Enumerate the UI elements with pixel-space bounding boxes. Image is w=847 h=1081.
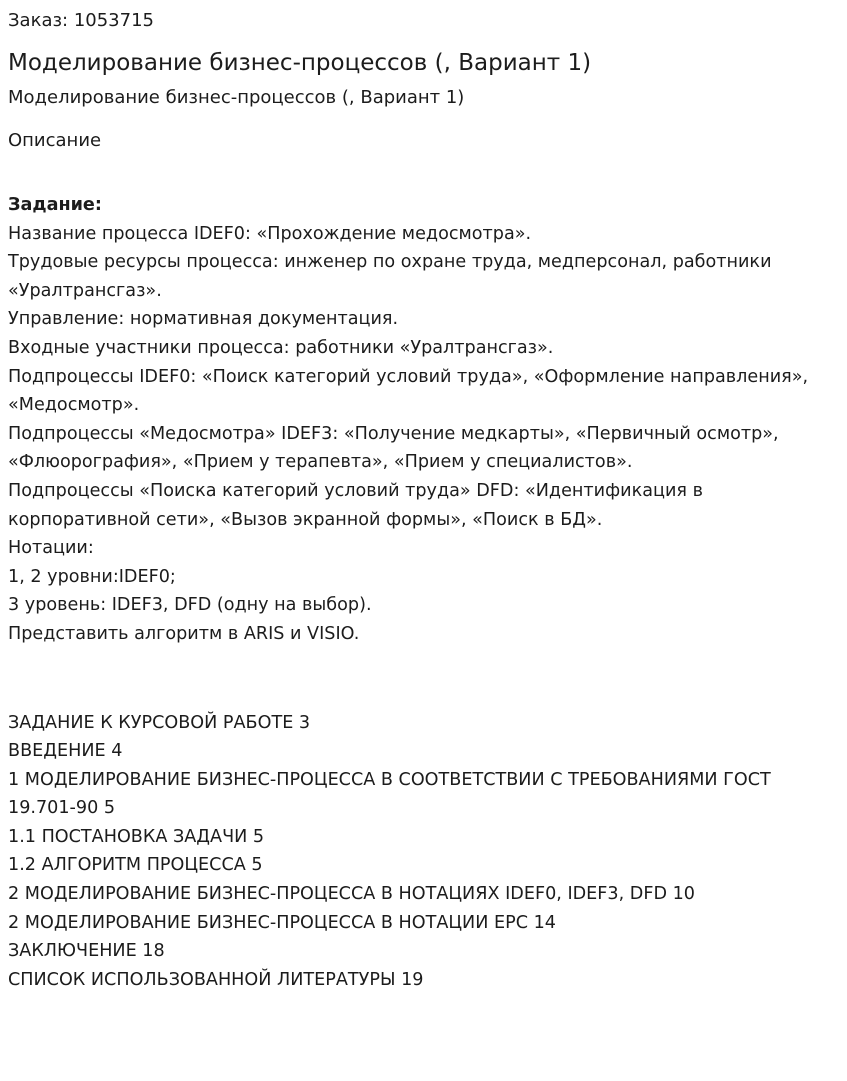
page-title: Моделирование бизнес-процессов (, Вариант 1) — [8, 50, 592, 76]
order-number: Заказ: 1053715 — [8, 10, 154, 31]
task-line: Название процесса IDEF0: «Прохождение медосмотра». — [8, 223, 532, 244]
document-page — [8, 0, 839, 994]
toc-item: 2 МОДЕЛИРОВАНИЕ БИЗНЕС-ПРОЦЕССА В НОТАЦИЯХ IDEF0, IDEF3, DFD 10 — [8, 884, 695, 905]
table-of-contents — [8, 709, 839, 995]
task-line: 1, 2 уровни:IDEF0; — [8, 566, 176, 587]
toc-item: 2 МОДЕЛИРОВАНИЕ БИЗНЕС-ПРОЦЕССА В НОТАЦИИ EPC 14 — [8, 912, 556, 933]
task-line: Подпроцессы «Медосмотра» IDEF3: «Получение медкарты», «Первичный осмотр», «Флюорография», «Прием у терапевта», «Прием у специалистов». — [8, 423, 779, 473]
toc-item: ЗАДАНИЕ К КУРСОВОЙ РАБОТЕ 3 — [8, 712, 311, 733]
task-block — [8, 191, 839, 649]
task-line: 3 уровень: IDEF3, DFD (одну на выбор). — [8, 595, 372, 616]
page-subtitle: Моделирование бизнес-процессов (, Вариант 1) — [8, 87, 465, 108]
task-label: Задание: — [8, 195, 102, 215]
toc-item: ВВЕДЕНИЕ 4 — [8, 741, 123, 762]
task-line: Трудовые ресурсы процесса: инженер по охране труда, медперсонал, работники «Уралтрансгаз». — [8, 252, 772, 301]
toc-item: 1.1 ПОСТАНОВКА ЗАДАЧИ 5 — [8, 826, 265, 847]
toc-item: ЗАКЛЮЧЕНИЕ 18 — [8, 941, 165, 962]
task-line: Представить алгоритм в ARIS и VISIO. — [8, 623, 360, 644]
toc-item: 1 МОДЕЛИРОВАНИЕ БИЗНЕС-ПРОЦЕССА В СООТВЕТСТВИИ С ТРЕБОВАНИЯМИ ГОСТ 19.701-90 5 — [8, 769, 771, 819]
task-line: Подпроцессы IDEF0: «Поиск категорий условий труда», «Оформление направления», «Медосмотр». — [8, 366, 809, 416]
toc-item: СПИСОК ИСПОЛЬЗОВАННОЙ ЛИТЕРАТУРЫ 19 — [8, 969, 424, 990]
task-line: Управление: нормативная документация. — [8, 309, 399, 330]
task-line: Подпроцессы «Поиска категорий условий труда» DFD: «Идентификация в корпоративной сети», «Вызов экранной формы», «Поиск в БД». — [8, 480, 703, 530]
task-line: Входные участники процесса: работники «Уралтрансгаз». — [8, 337, 554, 358]
toc-item: 1.2 АЛГОРИТМ ПРОЦЕССА 5 — [8, 855, 263, 876]
task-line: Нотации: — [8, 538, 94, 559]
description-heading: Описание — [8, 130, 102, 151]
